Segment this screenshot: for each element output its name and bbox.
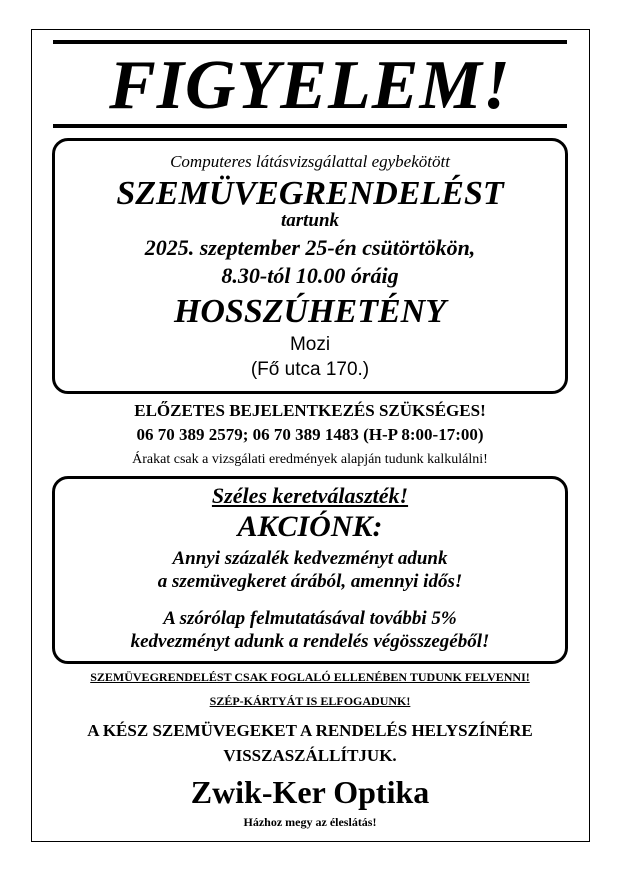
delivery-line-2: VISSZASZÁLLÍTJUK. (223, 746, 397, 765)
event-main: SZEMÜVEGRENDELÉST (116, 175, 504, 212)
delivery-line-1: A KÉSZ SZEMÜVEGEKET A RENDELÉS HELYSZÍNÉRE (87, 721, 533, 740)
deposit-notice: SZEMÜVEGRENDELÉST CSAK FOGLALÓ ELLENÉBEN TUDUNK FELVENNI! (90, 670, 530, 684)
event-date: 2025. szeptember 25-én csütörtökön, (144, 235, 476, 260)
headline: FIGYELEM! (109, 47, 511, 124)
top-rule (53, 40, 567, 44)
promo-line-3: A szórólap felmutatásával további 5% (163, 608, 457, 629)
brand-slogan: Házhoz megy az éleslátás! (243, 815, 377, 829)
headline-underline (53, 124, 567, 128)
registration-notice: ELŐZETES BEJELENTKEZÉS SZÜKSÉGES! (134, 401, 486, 420)
event-intro: Computeres látásvizsgálattal egybekötött (170, 152, 450, 171)
promo-line-1: Annyi százalék kedvezményt adunk (172, 548, 448, 569)
registration-phones: 06 70 389 2579; 06 70 389 1483 (H-P 8:00-17:00) (136, 425, 484, 444)
promo-line-2: a szemüvegkeret árából, amennyi idős! (157, 571, 463, 592)
promo-selection: Széles keretválaszték! (211, 483, 409, 508)
promo-heading: AKCIÓNK: (237, 510, 383, 543)
price-note: Árakat csak a vizsgálati eredmények alapján tudunk kalkulálni! (132, 452, 488, 467)
event-sub: tartunk (280, 210, 340, 231)
event-time: 8.30-tól 10.00 óráig (221, 263, 399, 288)
promo-line-4: kedvezményt adunk a rendelés végösszegéből! (130, 631, 490, 652)
event-venue: Mozi (289, 334, 331, 355)
event-town: HOSSZÚHETÉNY (173, 293, 447, 330)
szep-card-notice: SZÉP-KÁRTYÁT IS ELFOGADUNK! (209, 694, 411, 708)
brand-name: Zwik-Ker Optika (190, 774, 430, 810)
event-address: (Fő utca 170.) (250, 359, 370, 380)
